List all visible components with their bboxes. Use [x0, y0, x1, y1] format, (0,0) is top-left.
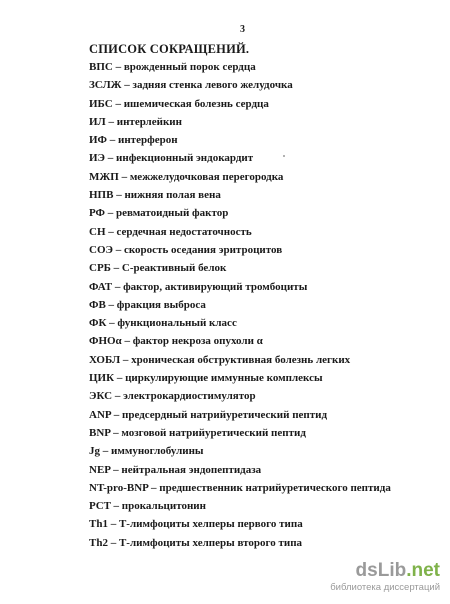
- list-item: ФНОα – фактор некроза опухоли α: [89, 335, 263, 348]
- list-item: ЗСЛЖ – задняя стенка левого желудочка: [89, 79, 293, 92]
- scan-speck: [283, 155, 285, 157]
- page-number: 3: [240, 24, 245, 35]
- watermark: [330, 560, 440, 596]
- watermark-logo-main: dsLib: [355, 560, 407, 581]
- list-item: ВПС – врожденный порок сердца: [89, 61, 256, 73]
- list-item: ЦИК – циркулирующие иммунные комплексы: [89, 372, 323, 385]
- list-item: BNP – мозговой натрийуретический пептид: [89, 426, 306, 439]
- list-item: NT-pro-BNP – предшественник натрийуретического пептида: [89, 481, 391, 494]
- list-item: ИЛ – интерлейкин: [89, 115, 182, 128]
- list-item: Jg – иммуноглобулины: [89, 445, 204, 458]
- list-item: ИБС – ишемическая болезнь сердца: [89, 97, 269, 110]
- list-item: РФ – ревматоидный фактор: [89, 207, 229, 220]
- watermark-logo: [356, 560, 440, 582]
- list-item: НПВ – нижняя полая вена: [89, 189, 221, 202]
- watermark-logo-accent: .net: [406, 560, 440, 581]
- list-item: Th1 – Т-лимфоциты хелперы первого типа: [89, 518, 303, 531]
- list-item: ФК – функциональный класс: [89, 317, 237, 330]
- list-item: ХОБЛ – хроническая обструктивная болезнь легких: [89, 353, 351, 366]
- list-item: СРБ – С-реактивный белок: [89, 262, 227, 275]
- list-item: ИФ – интерферон: [89, 134, 178, 147]
- list-item: ФВ – фракция выброса: [89, 298, 206, 311]
- list-item: СН – сердечная недостаточность: [89, 225, 252, 238]
- list-item: МЖП – межжелудочковая перегородка: [89, 170, 284, 183]
- list-item: ФАТ – фактор, активирующий тромбоциты: [89, 280, 308, 293]
- list-item: ЭКС – электрокардиостимулятор: [89, 390, 256, 403]
- list-item: ANP – предсердный натрийуретический пептид: [89, 408, 328, 421]
- list-item: NEP – нейтральная эндопептидаза: [89, 463, 262, 476]
- abbreviation-list: [89, 58, 391, 552]
- list-item: СОЭ – скорость оседания эритроцитов: [89, 243, 283, 256]
- list-item: Th2 – Т-лимфоциты хелперы второго типа: [89, 536, 303, 549]
- watermark-subtitle: библиотека диссертаций: [330, 582, 440, 593]
- list-item: PCT – прокальцитонин: [89, 500, 206, 513]
- page-title: СПИСОК СОКРАЩЕНИЙ.: [89, 42, 250, 56]
- list-item: ИЭ – инфекционный эндокардит: [89, 152, 254, 165]
